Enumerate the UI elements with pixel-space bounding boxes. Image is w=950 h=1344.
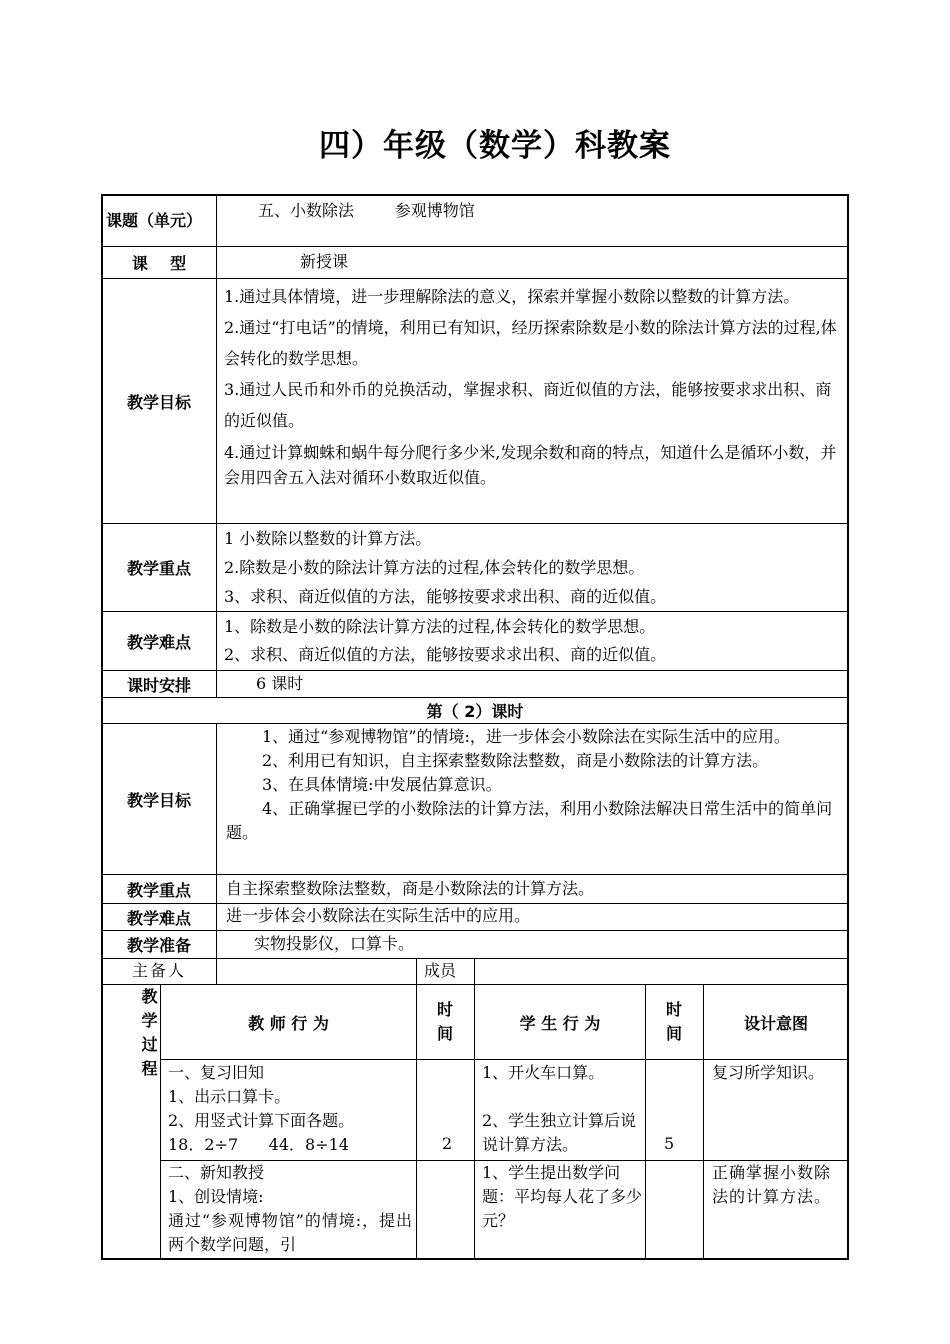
intent-value: 复习所学知识。 xyxy=(712,1063,825,1082)
goal-item: 1.通过具体情境，进一步理解除法的意义，探索并掌握小数除以整数的计算方法。 xyxy=(224,287,800,306)
row-divider xyxy=(102,246,848,247)
time-value: 5 xyxy=(664,1134,675,1153)
lesson-goal-item: 1、通过“参观博物馆”的情境:，进一步体会小数除法在实际生活中的应用。 xyxy=(262,727,790,746)
time-value: 2 xyxy=(442,1134,453,1153)
teacher-header: 教 师 行 为 xyxy=(248,1013,329,1033)
lesson-goal-item: 4、正确掌握已学的小数除法的计算方法，利用小数除法解决日常生活中的简单问题。 xyxy=(226,799,833,842)
time-header: 时间 xyxy=(436,1000,453,1043)
difficulty-list xyxy=(224,613,842,669)
teacher-step: 18．2÷7 44．8÷14 xyxy=(168,1135,349,1154)
members-label: 成员 xyxy=(424,961,457,980)
teacher-step: 二、新知教授 xyxy=(168,1163,265,1182)
lead-label: 主备人 xyxy=(131,961,186,980)
lesson-goal-item: 3、在具体情境:中发展估算意识。 xyxy=(262,775,502,794)
column-divider xyxy=(216,723,217,984)
goal-label: 教学目标 xyxy=(126,392,191,412)
column-divider xyxy=(216,195,217,697)
key-list xyxy=(224,524,842,611)
column-divider xyxy=(416,958,417,1259)
process-row-teacher xyxy=(168,1061,412,1157)
lesson-goal-list xyxy=(226,725,842,845)
intent-header: 设计意图 xyxy=(743,1013,808,1033)
page-title: 四）年级（数学）科教案 xyxy=(319,128,671,164)
prep-label: 教学准备 xyxy=(126,936,191,955)
lesson-key-value: 自主探索整数除法整数，商是小数除法的计算方法。 xyxy=(226,879,595,898)
row-divider xyxy=(160,1059,848,1060)
type-value: 新授课 xyxy=(300,252,349,271)
unit-label: 课题（单元） xyxy=(106,211,203,230)
student-step: 1、开火车口算。 xyxy=(482,1063,605,1082)
student-step: 2、学生独立计算后说说计算方法。 xyxy=(482,1111,637,1154)
process-label: 教学过程 xyxy=(139,988,158,1084)
lesson-key-label: 教学重点 xyxy=(126,880,191,900)
key-label: 教学重点 xyxy=(126,559,191,578)
goal-item: 2.通过“打电话”的情境，利用已有知识，经历探索除数是小数的除法计算方法的过程,体会转化的数学思想。 xyxy=(224,318,837,368)
schedule-value: 6 课时 xyxy=(256,674,304,693)
goal-list xyxy=(224,281,842,490)
student-step: 1、学生提出数学问题：平均每人花了多少元？ xyxy=(482,1163,643,1230)
goal-item: 3.通过人民币和外币的兑换活动，掌握求积、商近似值的方法，能够按要求求出积、商的近似值。 xyxy=(224,380,832,430)
student-step xyxy=(482,1085,642,1109)
lesson-goal-item: 2、利用已有知识，自主探索整数除法整数，商是小数除法的计算方法。 xyxy=(262,751,769,770)
lesson-difficulty-value: 进一步体会小数除法在实际生活中的应用。 xyxy=(226,906,531,925)
process-row-teacher xyxy=(168,1161,412,1257)
lesson-heading: 第（ 2）课时 xyxy=(426,702,524,721)
intent-value: 正确掌握小数除法的计算方法。 xyxy=(712,1163,832,1206)
teacher-step: 2、用竖式计算下面各题。 xyxy=(168,1111,355,1130)
teacher-step: 通过“参观博物馆”的情境:，提出两个数学问题，引 xyxy=(168,1211,412,1254)
student-header: 学 生 行 为 xyxy=(519,1013,601,1033)
schedule-label: 课时安排 xyxy=(126,675,191,695)
lesson-goal-label: 教学目标 xyxy=(126,790,191,810)
prep-value: 实物投影仪，口算卡。 xyxy=(254,934,415,953)
time-header: 时间 xyxy=(665,1000,682,1043)
difficulty-item: 1、除数是小数的除法计算方法的过程,体会转化的数学思想。 xyxy=(224,617,656,636)
process-row-student xyxy=(482,1061,642,1157)
type-label: 课 型 xyxy=(131,254,187,273)
key-item: 2.除数是小数的除法计算方法的过程,体会转化的数学思想。 xyxy=(224,558,645,577)
process-row-student xyxy=(482,1161,642,1233)
goal-item: 4.通过计算蜘蛛和蜗牛每分爬行多少米,发现余数和商的特点，知道什么是循环小数，并会用四舍五入法对循环小数取近似值。 xyxy=(224,443,837,487)
unit-value: 五、小数除法 参观博物馆 xyxy=(258,201,475,220)
difficulty-item: 2、求积、商近似值的方法，能够按要求求出积、商的近似值。 xyxy=(224,645,667,664)
teacher-step: 一、复习旧知 xyxy=(168,1063,265,1082)
difficulty-label: 教学难点 xyxy=(126,632,191,652)
teacher-step: 1、创设情境: xyxy=(168,1187,264,1206)
teacher-step: 1、出示口算卡。 xyxy=(168,1087,291,1106)
lesson-difficulty-label: 教学难点 xyxy=(126,908,191,928)
column-divider xyxy=(645,984,646,1259)
key-item: 1 小数除以整数的计算方法。 xyxy=(224,529,432,548)
key-item: 3、求积、商近似值的方法，能够按要求求出积、商的近似值。 xyxy=(224,587,667,606)
